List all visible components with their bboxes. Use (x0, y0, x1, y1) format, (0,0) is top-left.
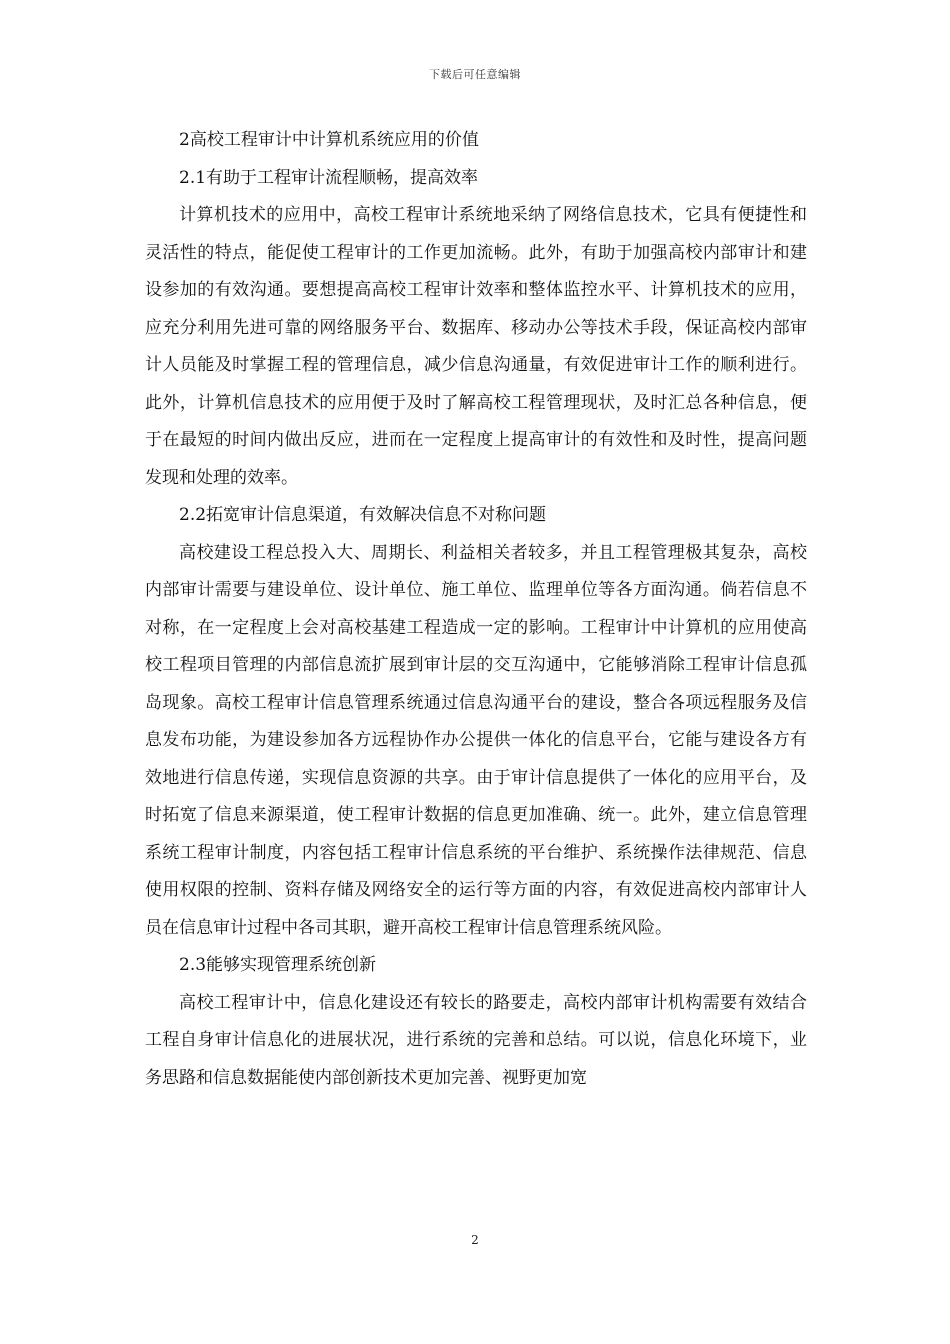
page-header: 下载后可任意编辑 (429, 68, 521, 81)
section-heading-2-1: 2.1有助于工程审计流程顺畅，提高效率 (179, 167, 479, 188)
section-heading-2: 2高校工程审计中计算机系统应用的价值 (179, 130, 479, 150)
page-number: 2 (471, 1233, 479, 1247)
document-body (145, 122, 807, 1097)
section-heading-2-2: 2.2拓宽审计信息渠道，有效解决信息不对称问题 (179, 505, 547, 525)
paragraph-2-1: 计算机技术的应用中，高校工程审计系统地采纳了网络信息技术，它具有便捷性和灵活性的特点，能促使工程审计的工作更加流畅。此外，有助于加强高校内部审计和建设参加的有效沟通。要想提高高校工程审计效率和整体监控水平、计算机技术的应用，应充分利用先进可靠的网络服务平台、数据库、移动办公等技术手段，保证高校内部审计人员能及时掌握工程的管理信息，减少信息沟通量，有效促进审计工作的顺利进行。此外，计算机信息技术的应用便于及时了解高校工程管理现状，及时汇总各种信息，便于在最短的时间内做出反应，进而在一定程度上提高审计的有效性和及时性，提高问题发现和处理的效率。 (145, 205, 807, 488)
section-heading-2-3: 2.3能够实现管理系统创新 (179, 955, 377, 975)
paragraph-2-2: 高校建设工程总投入大、周期长、利益相关者较多，并且工程管理极其复杂，高校内部审计需要与建设单位、设计单位、施工单位、监理单位等各方面沟通。倘若信息不对称，在一定程度上会对高校基建工程造成一定的影响。工程审计中计算机的应用使高校工程项目管理的内部信息流扩展到审计层的交互沟通中，它能够消除工程审计信息孤岛现象。高校工程审计信息管理系统通过信息沟通平台的建设，整合各项远程服务及信息发布功能，为建设参加各方远程协作办公提供一体化的信息平台，它能与建设各方有效地进行信息传递，实现信息资源的共享。由于审计信息提供了一体化的应用平台，及时拓宽了信息来源渠道，使工程审计数据的信息更加准确、统一。此外，建立信息管理系统工程审计制度，内容包括工程审计信息系统的平台维护、系统操作法律规范、信息使用权限的控制、资料存储及网络安全的运行等方面的内容，有效促进高校内部审计人员在信息审计过程中各司其职，避开高校工程审计信息管理系统风险。 (145, 542, 807, 938)
paragraph-2-3: 高校工程审计中，信息化建设还有较长的路要走，高校内部审计机构需要有效结合工程自身审计信息化的进展状况，进行系统的完善和总结。可以说，信息化环境下，业务思路和信息数据能使内部创新技术更加完善、视野更加宽 (145, 992, 807, 1088)
